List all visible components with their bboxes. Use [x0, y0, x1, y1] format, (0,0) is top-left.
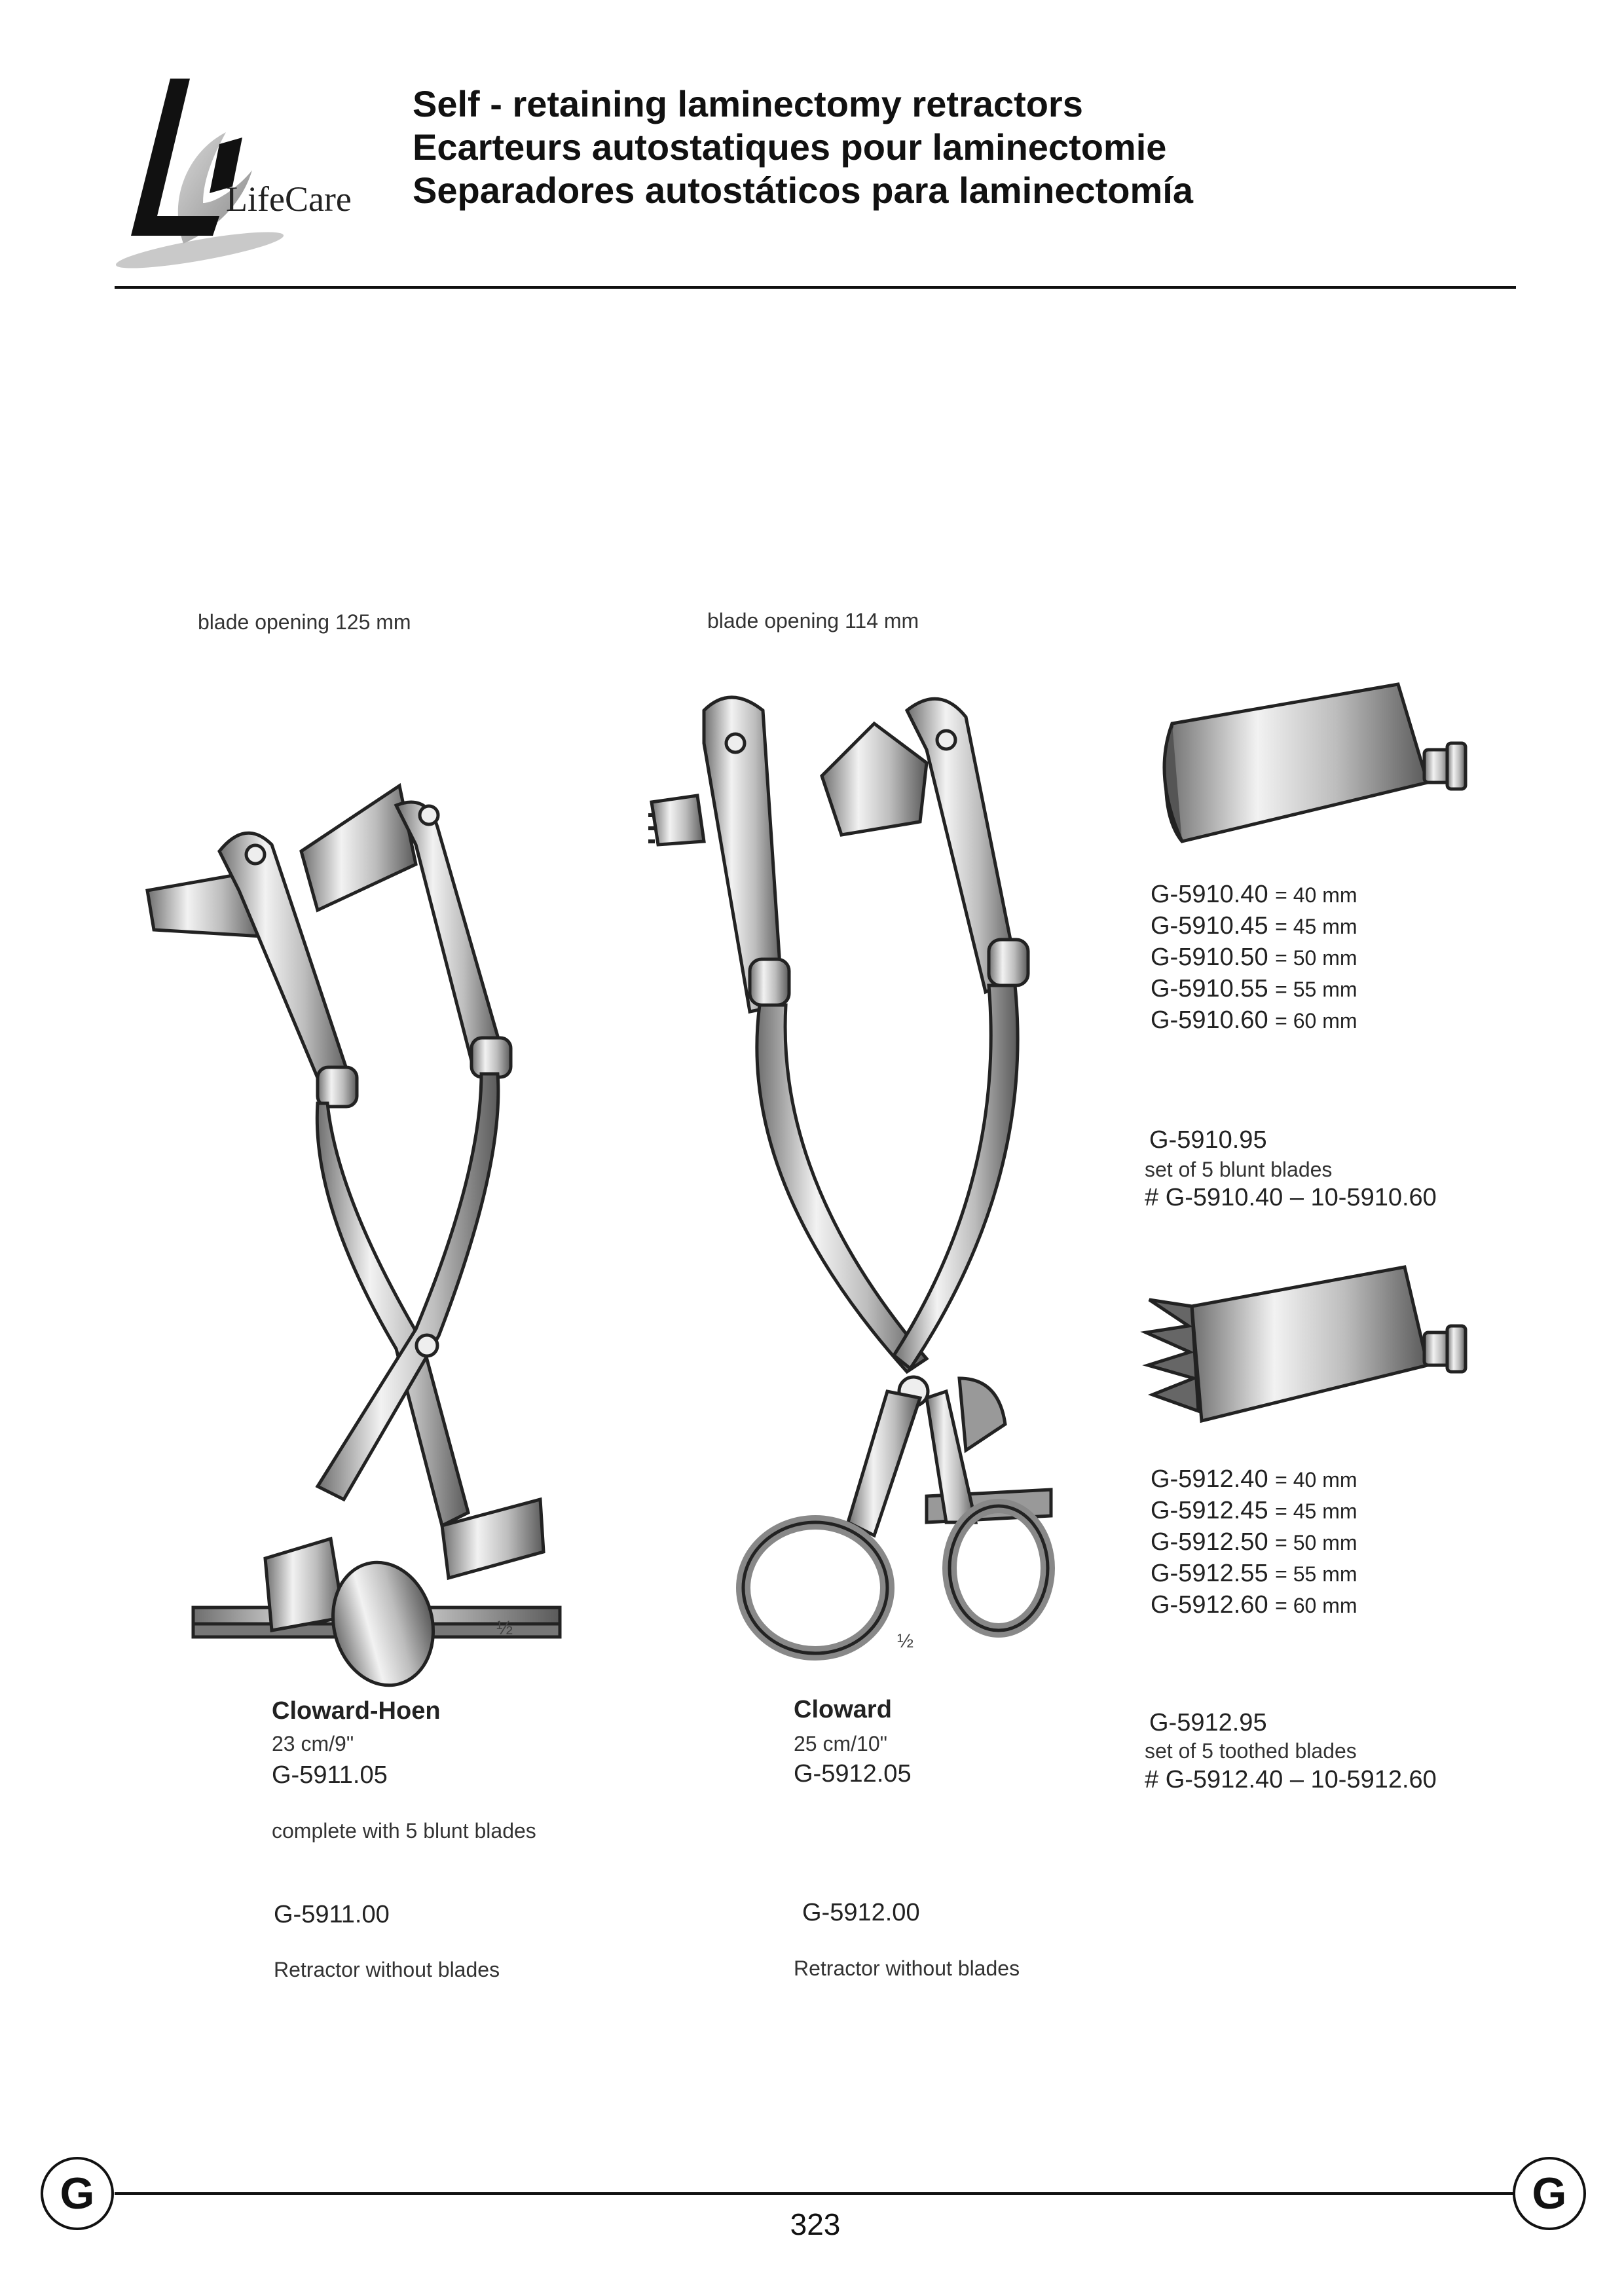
left-product-code: G-5911.05 [272, 1761, 388, 1789]
toothed-blade-row: G-5912.50 = 50 mm [1151, 1528, 1357, 1556]
blunt-blade-list [1151, 881, 1357, 1038]
toothed-blade-image [1143, 1260, 1483, 1431]
toothed-blade-row: G-5912.60 = 60 mm [1151, 1591, 1357, 1619]
title-english: Self - retaining laminectomy retractors [413, 83, 1083, 124]
middle-product-size: 25 cm/10" [794, 1732, 887, 1755]
left-product-code2: G-5911.00 [274, 1901, 390, 1928]
left-blade-opening: blade opening 125 mm [198, 610, 411, 634]
toothed-set-desc: set of 5 toothed blades [1145, 1739, 1357, 1763]
footer-rule [115, 2192, 1516, 2195]
left-scale: ½ [496, 1617, 513, 1639]
blunt-blade-row: G-5910.45 = 45 mm [1151, 912, 1357, 940]
toothed-blade-row: G-5912.45 = 45 mm [1151, 1497, 1357, 1524]
page-number: 323 [790, 2207, 841, 2241]
toothed-set-range: # G-5912.40 – 10-5912.60 [1145, 1766, 1437, 1793]
lifecare-logo [111, 72, 373, 268]
left-product-name: Cloward-Hoen [272, 1697, 441, 1725]
blunt-set-range: # G-5910.40 – 10-5910.60 [1145, 1184, 1437, 1211]
title-spanish: Separadores autostáticos para laminectomía [413, 170, 1193, 211]
blunt-set-desc: set of 5 blunt blades [1145, 1158, 1333, 1181]
logo-text: LifeCare [226, 179, 352, 219]
blunt-blade-image [1143, 678, 1483, 848]
cloward-hoen-retractor-image [141, 773, 560, 1689]
middle-product-code: G-5912.05 [794, 1760, 912, 1788]
middle-scale: ½ [897, 1630, 914, 1652]
toothed-set-code: G-5912.95 [1149, 1709, 1267, 1736]
blunt-set-code: G-5910.95 [1149, 1126, 1267, 1154]
left-product-note2: Retractor without blades [274, 1958, 500, 1981]
blunt-blade-row: G-5910.40 = 40 mm [1151, 881, 1357, 908]
middle-product-note2: Retractor without blades [794, 1956, 1020, 1980]
blunt-blade-row: G-5910.50 = 50 mm [1151, 944, 1357, 971]
title-french: Ecarteurs autostatiques pour laminectomie [413, 126, 1167, 168]
section-tab-right: G [1513, 2157, 1586, 2230]
toothed-blade-row: G-5912.40 = 40 mm [1151, 1465, 1357, 1493]
header-rule [115, 286, 1516, 289]
left-product-size: 23 cm/9" [272, 1732, 354, 1755]
section-tab-left: G [41, 2157, 114, 2230]
cloward-retractor-image [652, 684, 1084, 1686]
left-product-note: complete with 5 blunt blades [272, 1819, 536, 1843]
blunt-blade-row: G-5910.60 = 60 mm [1151, 1006, 1357, 1034]
middle-product-name: Cloward [794, 1696, 892, 1723]
blunt-blade-row: G-5910.55 = 55 mm [1151, 975, 1357, 1002]
middle-blade-opening: blade opening 114 mm [707, 609, 919, 633]
toothed-blade-list [1151, 1465, 1357, 1623]
middle-product-code2: G-5912.00 [802, 1899, 920, 1926]
toothed-blade-row: G-5912.55 = 55 mm [1151, 1560, 1357, 1587]
